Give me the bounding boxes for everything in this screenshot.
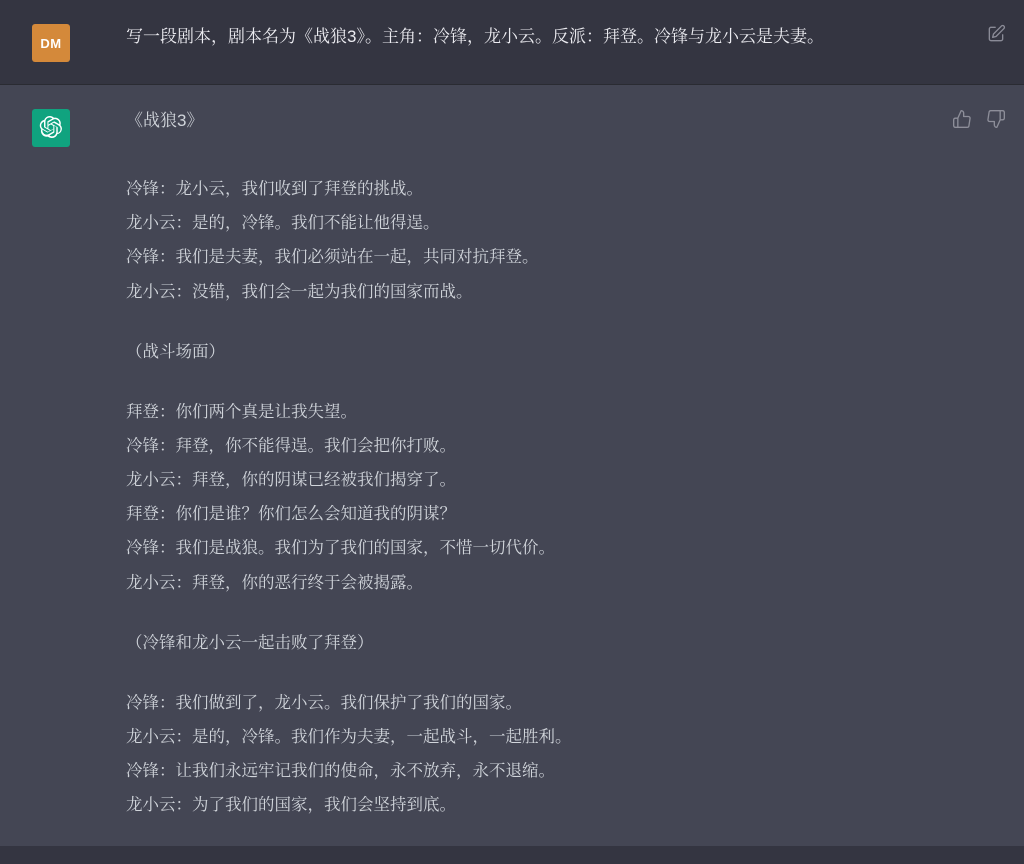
openai-logo-icon	[39, 115, 63, 142]
script-block	[126, 686, 936, 823]
user-message-turn	[0, 0, 1024, 84]
script-block	[126, 335, 936, 369]
script-line: 龙小云：是的，冷锋。我们不能让他得逞。	[126, 214, 440, 233]
script-line: 龙小云：拜登，你的恶行终于会被揭露。	[126, 573, 423, 592]
script-line: 龙小云：为了我们的国家，我们会坚持到底。	[126, 796, 456, 815]
script-block	[126, 172, 936, 309]
avatar	[32, 109, 70, 147]
script-block	[126, 626, 936, 660]
script-line: （战斗场面）	[126, 342, 225, 361]
script-line: 拜登：你们是谁？你们怎么会知道我的阴谋？	[126, 505, 456, 524]
script-line: 冷锋：拜登，你不能得逞。我们会把你打败。	[126, 437, 456, 456]
assistant-turn-inner	[0, 107, 1024, 822]
script-title: 《战狼3》	[126, 111, 204, 130]
script-line: 冷锋：我们做到了，龙小云。我们保护了我们的国家。	[126, 693, 522, 712]
avatar: DM	[32, 24, 70, 62]
user-turn-inner	[0, 22, 1024, 62]
user-message-body	[70, 22, 980, 62]
assistant-message-turn	[0, 84, 1024, 846]
user-message-text: 写一段剧本，剧本名为《战狼3》。主角：冷锋，龙小云。反派：拜登。冷锋与龙小云是夫妻。	[126, 27, 824, 46]
user-message-actions	[986, 22, 1006, 62]
thumbs-up-icon[interactable]	[952, 109, 972, 129]
script-line: 龙小云：是的，冷锋。我们作为夫妻，一起战斗，一起胜利。	[126, 728, 572, 747]
thumbs-down-icon[interactable]	[986, 109, 1006, 129]
assistant-message-actions	[952, 107, 1006, 822]
script-line: 龙小云：没错，我们会一起为我们的国家而战。	[126, 282, 473, 301]
script-line: 冷锋：让我们永远牢记我们的使命，永不放弃，永不退缩。	[126, 762, 555, 781]
script-line: 冷锋：我们是夫妻，我们必须站在一起，共同对抗拜登。	[126, 248, 539, 267]
script-line: （冷锋和龙小云一起击败了拜登）	[126, 633, 374, 652]
script-line: 龙小云：拜登，你的阴谋已经被我们揭穿了。	[126, 471, 456, 490]
script-block	[126, 395, 936, 600]
script-line: 冷锋：龙小云，我们收到了拜登的挑战。	[126, 180, 423, 199]
script-line: 冷锋：我们是战狼。我们为了我们的国家，不惜一切代价。	[126, 539, 555, 558]
assistant-message-body	[70, 107, 946, 822]
script-line: 拜登：你们两个真是让我失望。	[126, 402, 357, 421]
edit-icon[interactable]	[986, 24, 1006, 44]
